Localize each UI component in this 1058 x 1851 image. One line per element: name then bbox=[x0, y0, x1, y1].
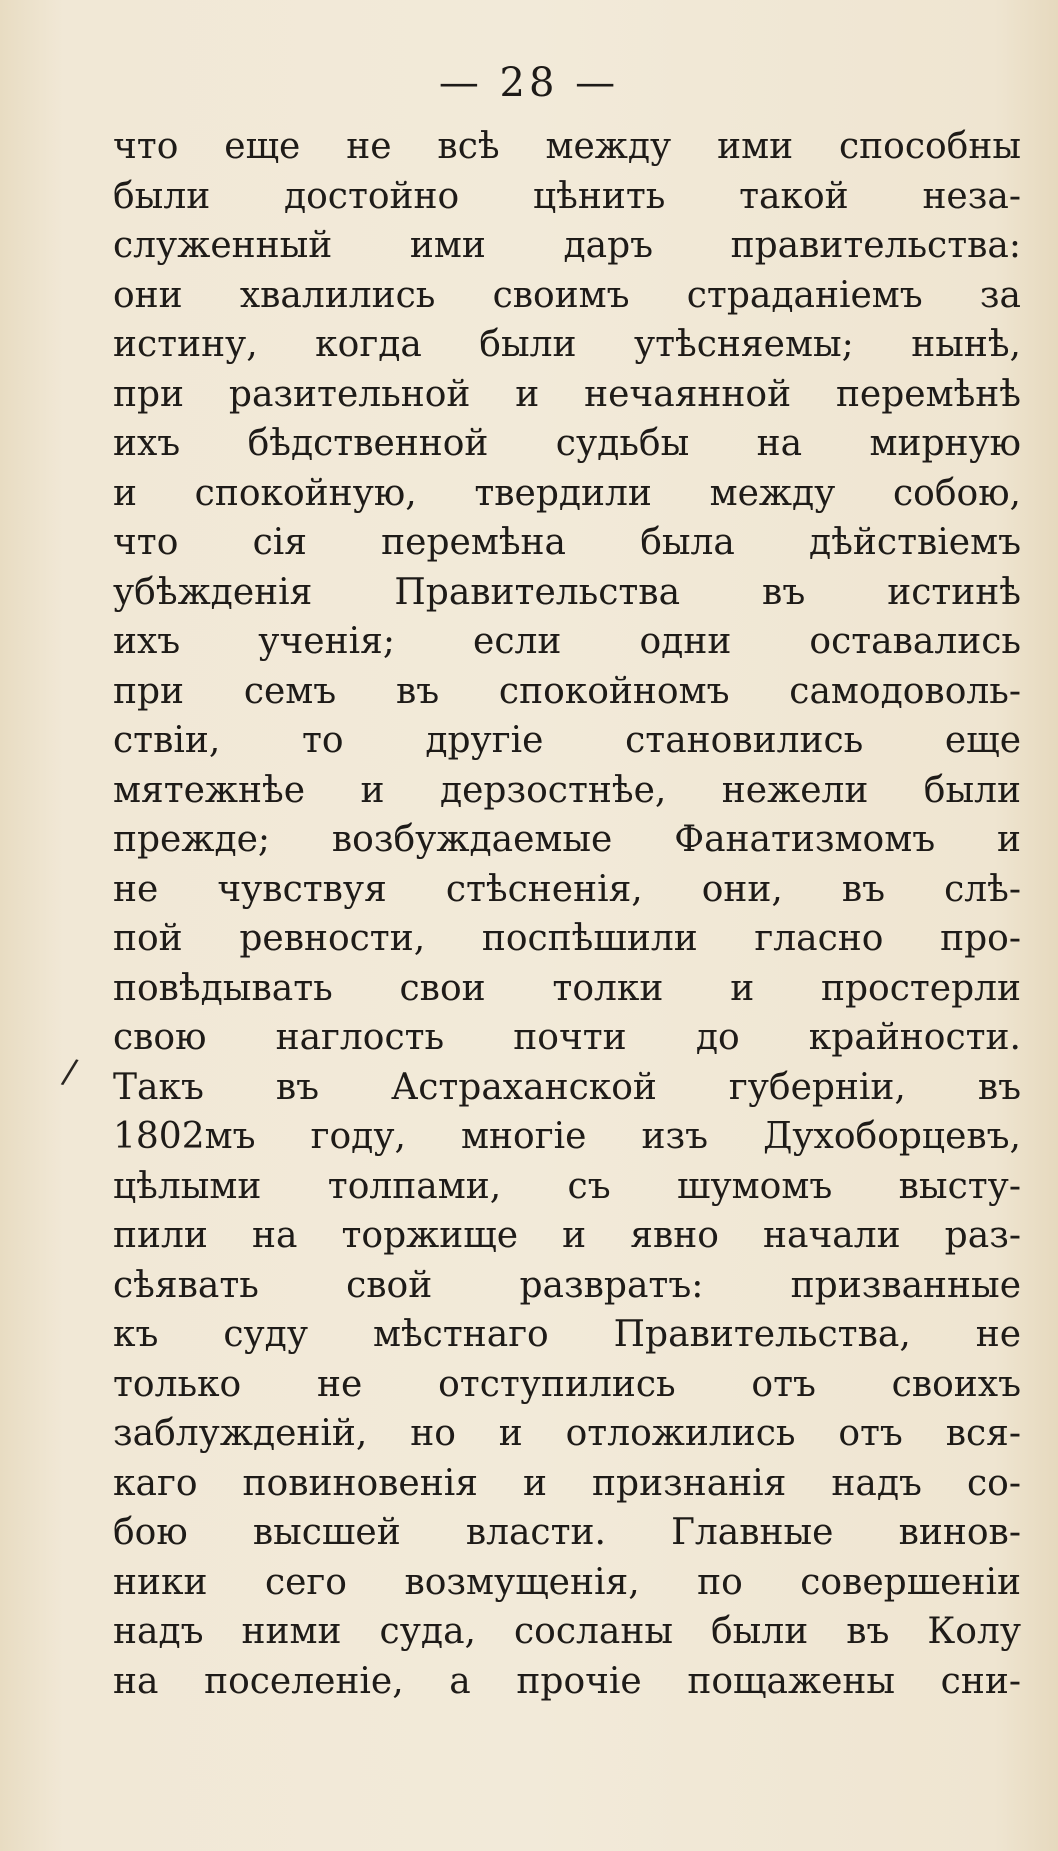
text-line: убѣжденiя Правительства въ истинѣ bbox=[113, 571, 1021, 613]
page-number-header: — 28 — bbox=[438, 60, 620, 106]
text-line: мятежнѣе и дерзостнѣе, нежели были bbox=[113, 769, 1021, 811]
text-line: они хвалились своимъ страданiемъ за bbox=[113, 274, 1021, 316]
text-line: не чувствуя стѣсненiя, они, въ слѣ- bbox=[113, 868, 1021, 910]
text-line: 1802мъ году, многiе изъ Духоборцевъ, bbox=[113, 1116, 1021, 1157]
text-line: при семъ въ спокойномъ самодоволь- bbox=[113, 670, 1021, 712]
text-line: пили на торжище и явно начали раз- bbox=[113, 1215, 1021, 1256]
text-line: на поселенiе, а прочiе пощажены сни- bbox=[113, 1660, 1021, 1702]
text-line: ихъ бѣдственной судьбы на мирную bbox=[113, 423, 1021, 464]
text-line: ствiи, то другiе становились еще bbox=[113, 720, 1021, 761]
text-line: пой ревности, поспѣшили гласно про- bbox=[113, 918, 1021, 959]
text-line: ники сего возмущенiя, по совершенiи bbox=[113, 1561, 1021, 1603]
text-line: повѣдывать свои толки и простерли bbox=[113, 967, 1021, 1009]
text-line: къ суду мѣстнаго Правительства, не bbox=[113, 1314, 1021, 1355]
text-line: при разительной и нечаянной перемѣнѣ bbox=[113, 373, 1021, 415]
text-line: только не отступились отъ своихъ bbox=[113, 1363, 1021, 1405]
text-line: надъ ними суда, сосланы были въ Колу bbox=[113, 1611, 1021, 1652]
body-text bbox=[113, 122, 1021, 1706]
text-line: прежде; возбуждаемые Фанатизмомъ и bbox=[113, 819, 1021, 860]
text-line: заблужденiй, но и отложились отъ вся- bbox=[113, 1413, 1021, 1454]
margin-mark: / bbox=[59, 1051, 81, 1093]
text-line: истину, когда были утѣсняемы; нынѣ, bbox=[113, 324, 1021, 365]
text-line: каго повиновенiя и признанiя надъ со- bbox=[113, 1462, 1021, 1504]
text-line: ихъ ученiя; если одни оставались bbox=[113, 621, 1021, 662]
text-line: и спокойную, твердили между собою, bbox=[113, 472, 1021, 514]
text-line: бою высшей власти. Главные винов- bbox=[113, 1512, 1021, 1553]
text-line: были достойно цѣнить такой неза- bbox=[113, 175, 1021, 217]
text-line: сѣявать свой развратъ: призванные bbox=[113, 1264, 1021, 1306]
text-line: что еще не всѣ между ими способны bbox=[113, 126, 1021, 167]
text-line: что сiя перемѣна была дѣйствiемъ bbox=[113, 522, 1021, 563]
text-line: служенный ими даръ правительства: bbox=[113, 225, 1021, 266]
text-line: свою наглость почти до крайности. bbox=[113, 1017, 1021, 1058]
text-line: Такъ въ Астраханской губернiи, въ bbox=[113, 1066, 1021, 1108]
text-line: цѣлыми толпами, съ шумомъ высту- bbox=[113, 1165, 1021, 1207]
